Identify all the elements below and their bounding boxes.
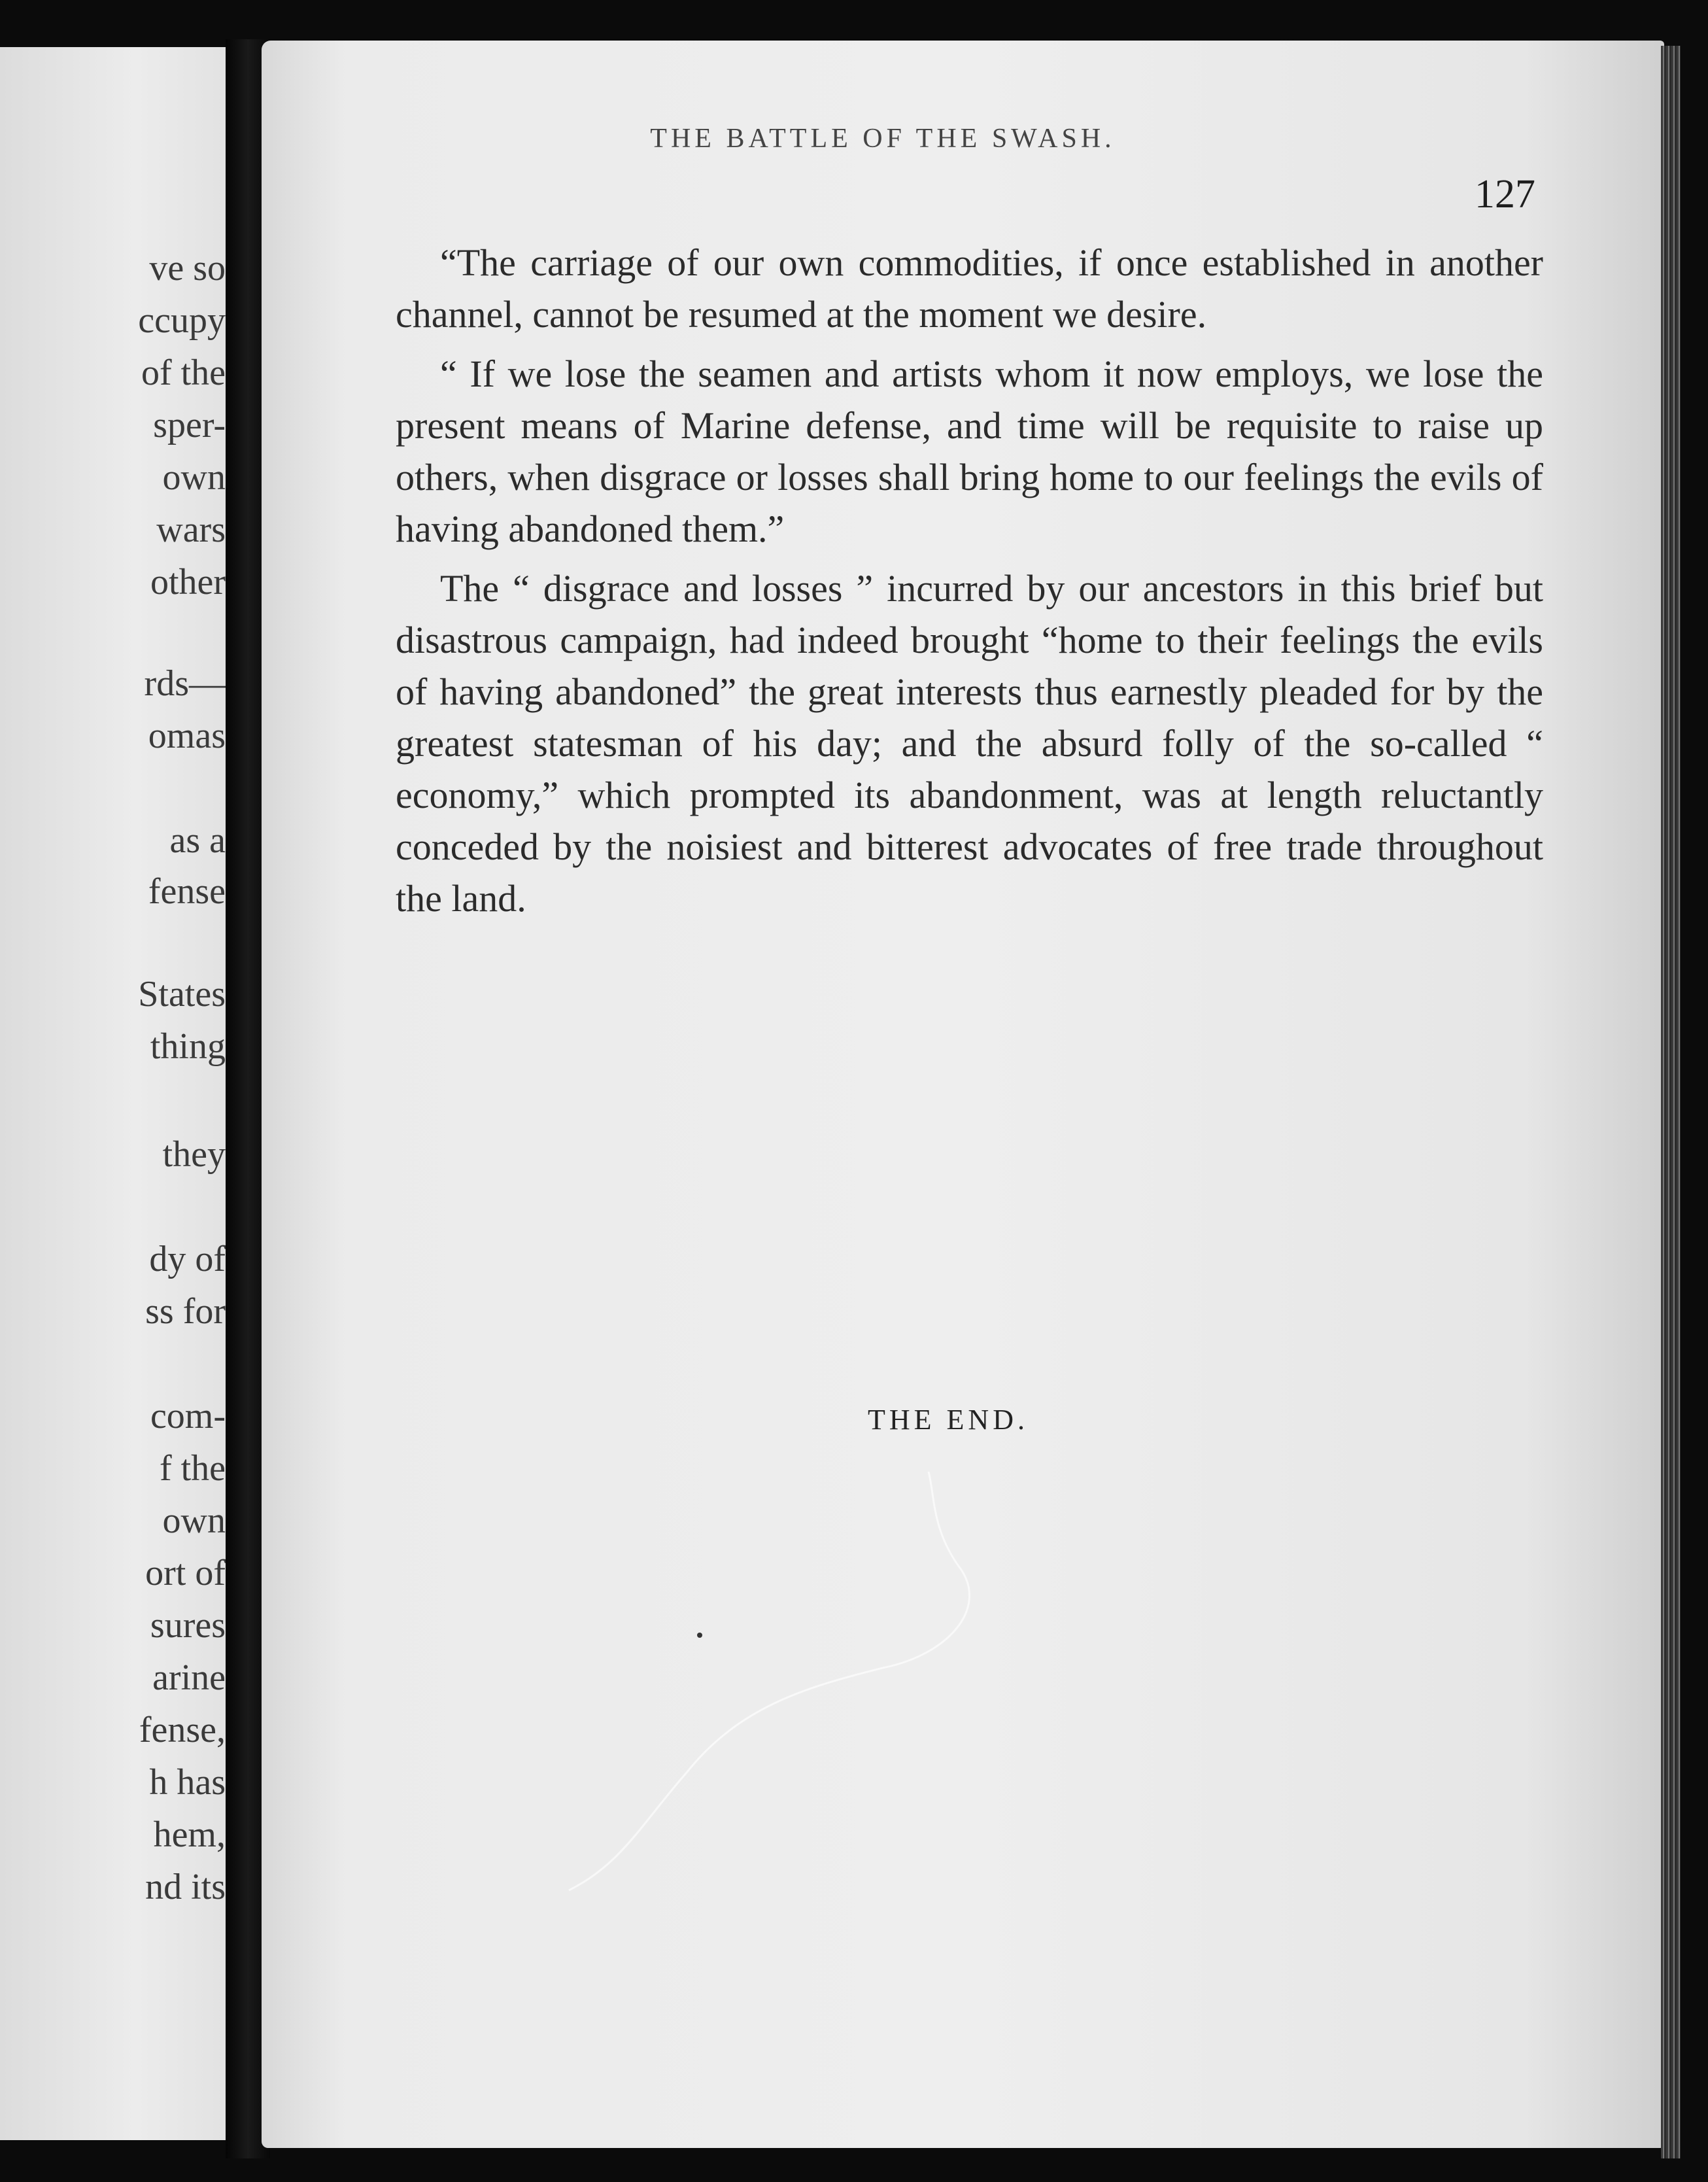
left-page-line: own	[162, 457, 226, 498]
page-number: 127	[1475, 172, 1535, 216]
paragraph: The “ disgrace and losses ” incurred by our ancestors in this brief but disastrous campaign, had indeed brought “home to their feelings the evils of having abandoned” the great interests thus earnestly pleaded for by the greatest statesman of his day; and the absurd folly of the so-called “ economy,” which prompted its abandonment, was at length reluctantly conceded by the noisiest and bitterest advocates of free trade throughout the land.	[396, 567, 1543, 920]
left-page-line: they	[162, 1134, 226, 1175]
left-page-line: fense,	[139, 1710, 226, 1750]
left-page-line: h has	[149, 1762, 226, 1803]
the-end-heading: THE END.	[868, 1404, 1029, 1436]
left-page-line: other	[150, 562, 226, 602]
left-page-line: nd its	[145, 1867, 226, 1907]
running-head: THE BATTLE OF THE SWASH.	[650, 124, 1116, 154]
page-edges	[1661, 46, 1681, 2158]
left-page-line: rds—	[144, 663, 226, 704]
paragraph: “The carriage of our own commodities, if once established in another channel, cannot be resumed at the moment we desire.	[396, 241, 1543, 336]
left-page-line: com-	[150, 1396, 226, 1436]
left-page-line: sures	[150, 1605, 226, 1646]
left-page-line: sper-	[153, 405, 226, 445]
body-text	[396, 237, 1543, 932]
left-page-line: omas	[148, 716, 226, 756]
left-page-line: thing	[150, 1026, 226, 1067]
left-page-line: ss for	[145, 1291, 226, 1332]
facing-page-left	[0, 47, 226, 2140]
left-page-line: ort of	[145, 1553, 226, 1593]
left-page-line: own	[162, 1500, 226, 1541]
left-page-line: ccupy	[138, 300, 226, 341]
left-page-line: States	[138, 974, 226, 1014]
left-page-line: fense	[148, 871, 226, 912]
left-page-line: of the	[141, 353, 226, 393]
left-page-line: dy of	[149, 1239, 226, 1279]
left-page-line: f the	[159, 1448, 226, 1489]
paper-scratch-mark	[543, 1472, 1000, 1930]
left-page-line: as a	[169, 820, 226, 861]
left-page-line: ve so	[149, 248, 226, 288]
paragraph: “ If we lose the seamen and artists whom it now employs, we lose the present means of Marine defense, and time will be requisite to raise up others, when disgrace or losses shall bring home to our feelings the evils of having abandoned them.”	[396, 353, 1543, 550]
left-page-line: arine	[152, 1657, 226, 1698]
left-page-line: wars	[156, 510, 226, 550]
left-page-line: hem,	[153, 1814, 226, 1855]
